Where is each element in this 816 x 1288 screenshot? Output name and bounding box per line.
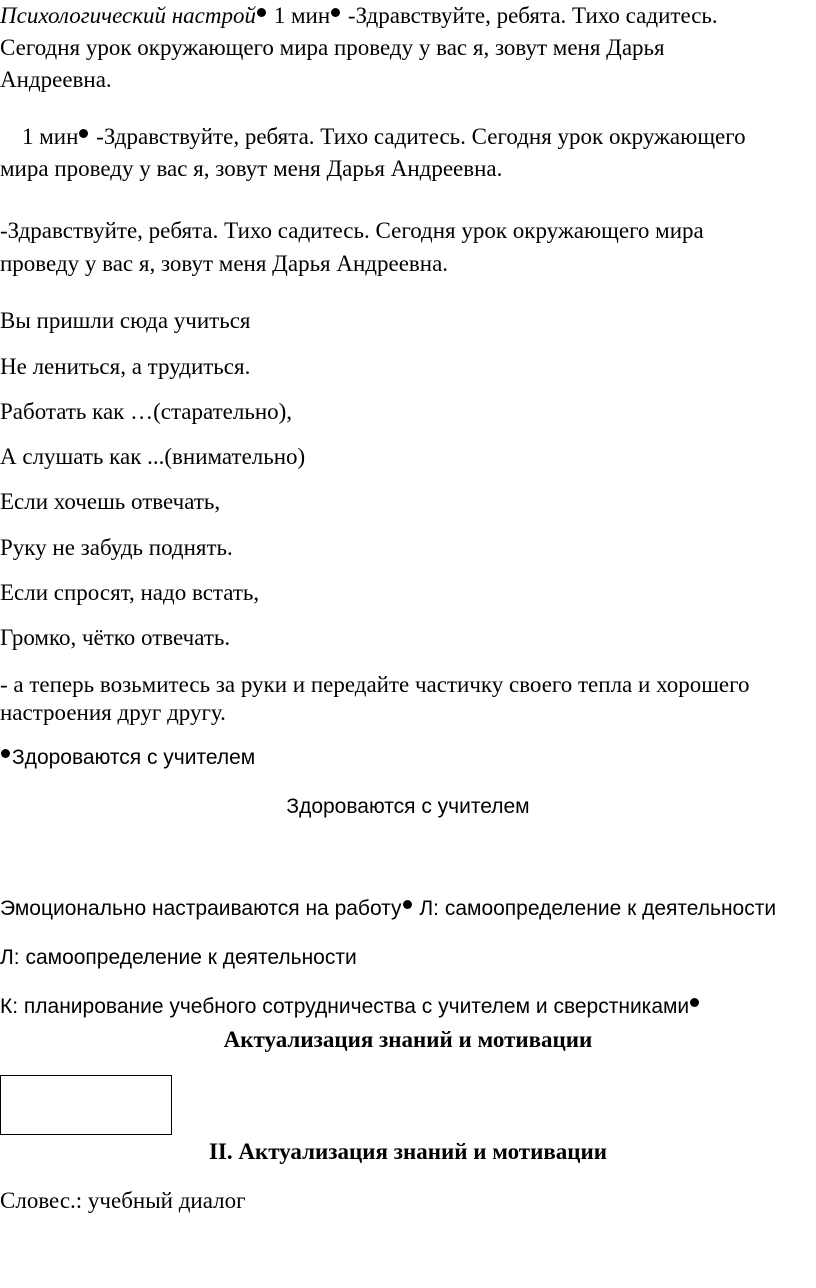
bullet-icon (79, 129, 88, 138)
row1-line1 (0, 0, 718, 32)
empty-cell-box (0, 1075, 172, 1135)
bullet-icon (1, 749, 10, 758)
bullet-icon (690, 998, 699, 1007)
poem-line: Работать как …(старательно), (0, 399, 293, 424)
emotional-text: Эмоционально настраиваются на работу (0, 897, 402, 920)
poem-line: Не лениться, а трудиться. (0, 354, 251, 379)
students-greet-centered: Здороваются с учителем (286, 795, 530, 818)
stage-time: 1 мин (22, 124, 79, 149)
greeting-text: -Здравствуйте, ребята. Тихо садитесь. Сегодня урок окружающего (96, 124, 746, 149)
bullet-icon (331, 8, 340, 17)
row1-line3: Андреевна. (0, 67, 112, 92)
students-emotional-line (0, 893, 776, 925)
poem-line: Руку не забудь поднять. (0, 535, 233, 560)
row3-line2: проведу у вас я, зовут меня Дарья Андреевна. (0, 251, 449, 276)
method-text: Словес.: учебный диалог (0, 1188, 246, 1213)
poem-line: Громко, чётко отвечать. (0, 625, 231, 650)
students-greet-text: Здороваются с учителем (12, 746, 256, 769)
instruction-line1: - а теперь возьмитесь за руки и передайте частичку своего тепла и хорошего (0, 672, 750, 697)
row2-line2: мира проведу у вас я, зовут меня Дарья Андреевна. (0, 156, 503, 181)
row2-line1 (22, 121, 746, 153)
row1-line2: Сегодня урок окружающего мира проведу у вас я, зовут меня Дарья (0, 35, 665, 60)
bullet-icon (257, 8, 266, 17)
poem-line: Если спросят, надо встать, (0, 580, 260, 605)
greeting-text: -Здравствуйте, ребята. Тихо садитесь. (347, 3, 718, 28)
stage-name: Психологический настрой (0, 3, 256, 28)
numbered-section-heading: II. Актуализация знаний и мотивации (208, 1139, 608, 1164)
section-heading: Актуализация знаний и мотивации (223, 1027, 593, 1052)
poem-line: Если хочешь отвечать, (0, 489, 221, 514)
poem-line: А слушать как ...(внимательно) (0, 444, 306, 469)
poem-line: Вы пришли сюда учиться (0, 308, 251, 333)
bullet-icon (403, 900, 412, 909)
personal-uud: Л: самоопределение к деятельности (0, 946, 357, 969)
communicative-text: К: планирование учебного сотрудничества с учителем и сверстниками (0, 995, 690, 1018)
instruction-line2: настроения друг другу. (0, 700, 226, 725)
communicative-uud-line (0, 991, 701, 1023)
students-greet-bullet (0, 742, 255, 774)
personal-inline-text: Л: самоопределение к деятельности (419, 897, 777, 920)
stage-time: 1 мин (273, 3, 331, 28)
row3-line1: -Здравствуйте, ребята. Тихо садитесь. Сегодня урок окружающего мира (0, 218, 704, 243)
